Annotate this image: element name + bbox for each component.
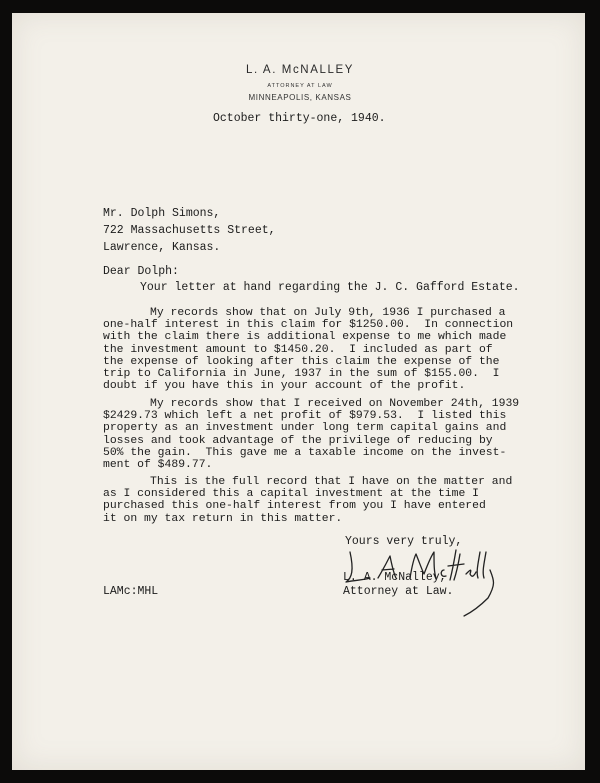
recipient-street: 722 Massachusetts Street, xyxy=(103,224,276,237)
paragraph-line: My records show that I received on November 24th, 1939 xyxy=(150,398,520,410)
reference-initials: LAMc:MHL xyxy=(103,585,159,598)
paragraph-line: the expense of looking after this claim the expense of the xyxy=(103,355,500,368)
closing: Yours very truly, xyxy=(345,535,463,548)
letterhead-name: L. A. McNALLEY xyxy=(245,64,355,76)
recipient-name: Mr. Dolph Simons, xyxy=(103,207,221,220)
paragraph-line: $2429.73 which left a net profit of $979.53. I listed this xyxy=(103,410,507,423)
paragraph-line: property as an investment under long term capital gains and xyxy=(103,422,507,435)
paragraph-line: the investment amount to $1450.20. I included as part of xyxy=(103,343,493,356)
body-paragraph-4 xyxy=(103,476,512,525)
letter-date: October thirty-one, 1940. xyxy=(213,112,386,125)
paragraph-line: This is the full record that I have on the matter and xyxy=(150,476,513,488)
paragraph-line: 50% the gain. This gave me a taxable income on the invest- xyxy=(103,446,507,459)
paragraph-line: one-half interest in this claim for $1250.00. In connection xyxy=(103,319,514,332)
recipient-city: Lawrence, Kansas. xyxy=(103,241,221,254)
body-paragraph-3 xyxy=(103,398,519,471)
signer-title: Attorney at Law. xyxy=(343,585,454,598)
paragraph-line: as I considered this a capital investment at the time I xyxy=(103,488,479,501)
body-paragraph-1: Your letter at hand regarding the J. C. Gafford Estate. xyxy=(140,281,520,294)
paragraph-line: trip to California in June, 1937 in the sum of $155.00. I xyxy=(103,368,500,381)
body-paragraph-2 xyxy=(103,307,513,392)
paragraph-line: it on my tax return in this matter. xyxy=(103,512,343,525)
paragraph-line: losses and took advantage of the privilege of reducing by xyxy=(103,434,493,447)
letterhead-city: MINNEAPOLIS, KANSAS xyxy=(248,93,352,102)
paragraph-line: ment of $489.77. xyxy=(103,459,213,472)
paragraph-line: with the claim there is additional expense to me which made xyxy=(103,331,507,344)
paragraph-line: doubt if you have this in your account of the profit. xyxy=(103,380,466,393)
signer-name: L. A. McNalley, xyxy=(343,571,447,584)
paragraph-line: My records show that on July 9th, 1936 I purchased a xyxy=(150,307,506,319)
paragraph-line: purchased this one-half interest from you I have entered xyxy=(103,500,486,513)
letterhead-title: ATTORNEY AT LAW xyxy=(267,83,333,89)
salutation: Dear Dolph: xyxy=(103,265,179,278)
